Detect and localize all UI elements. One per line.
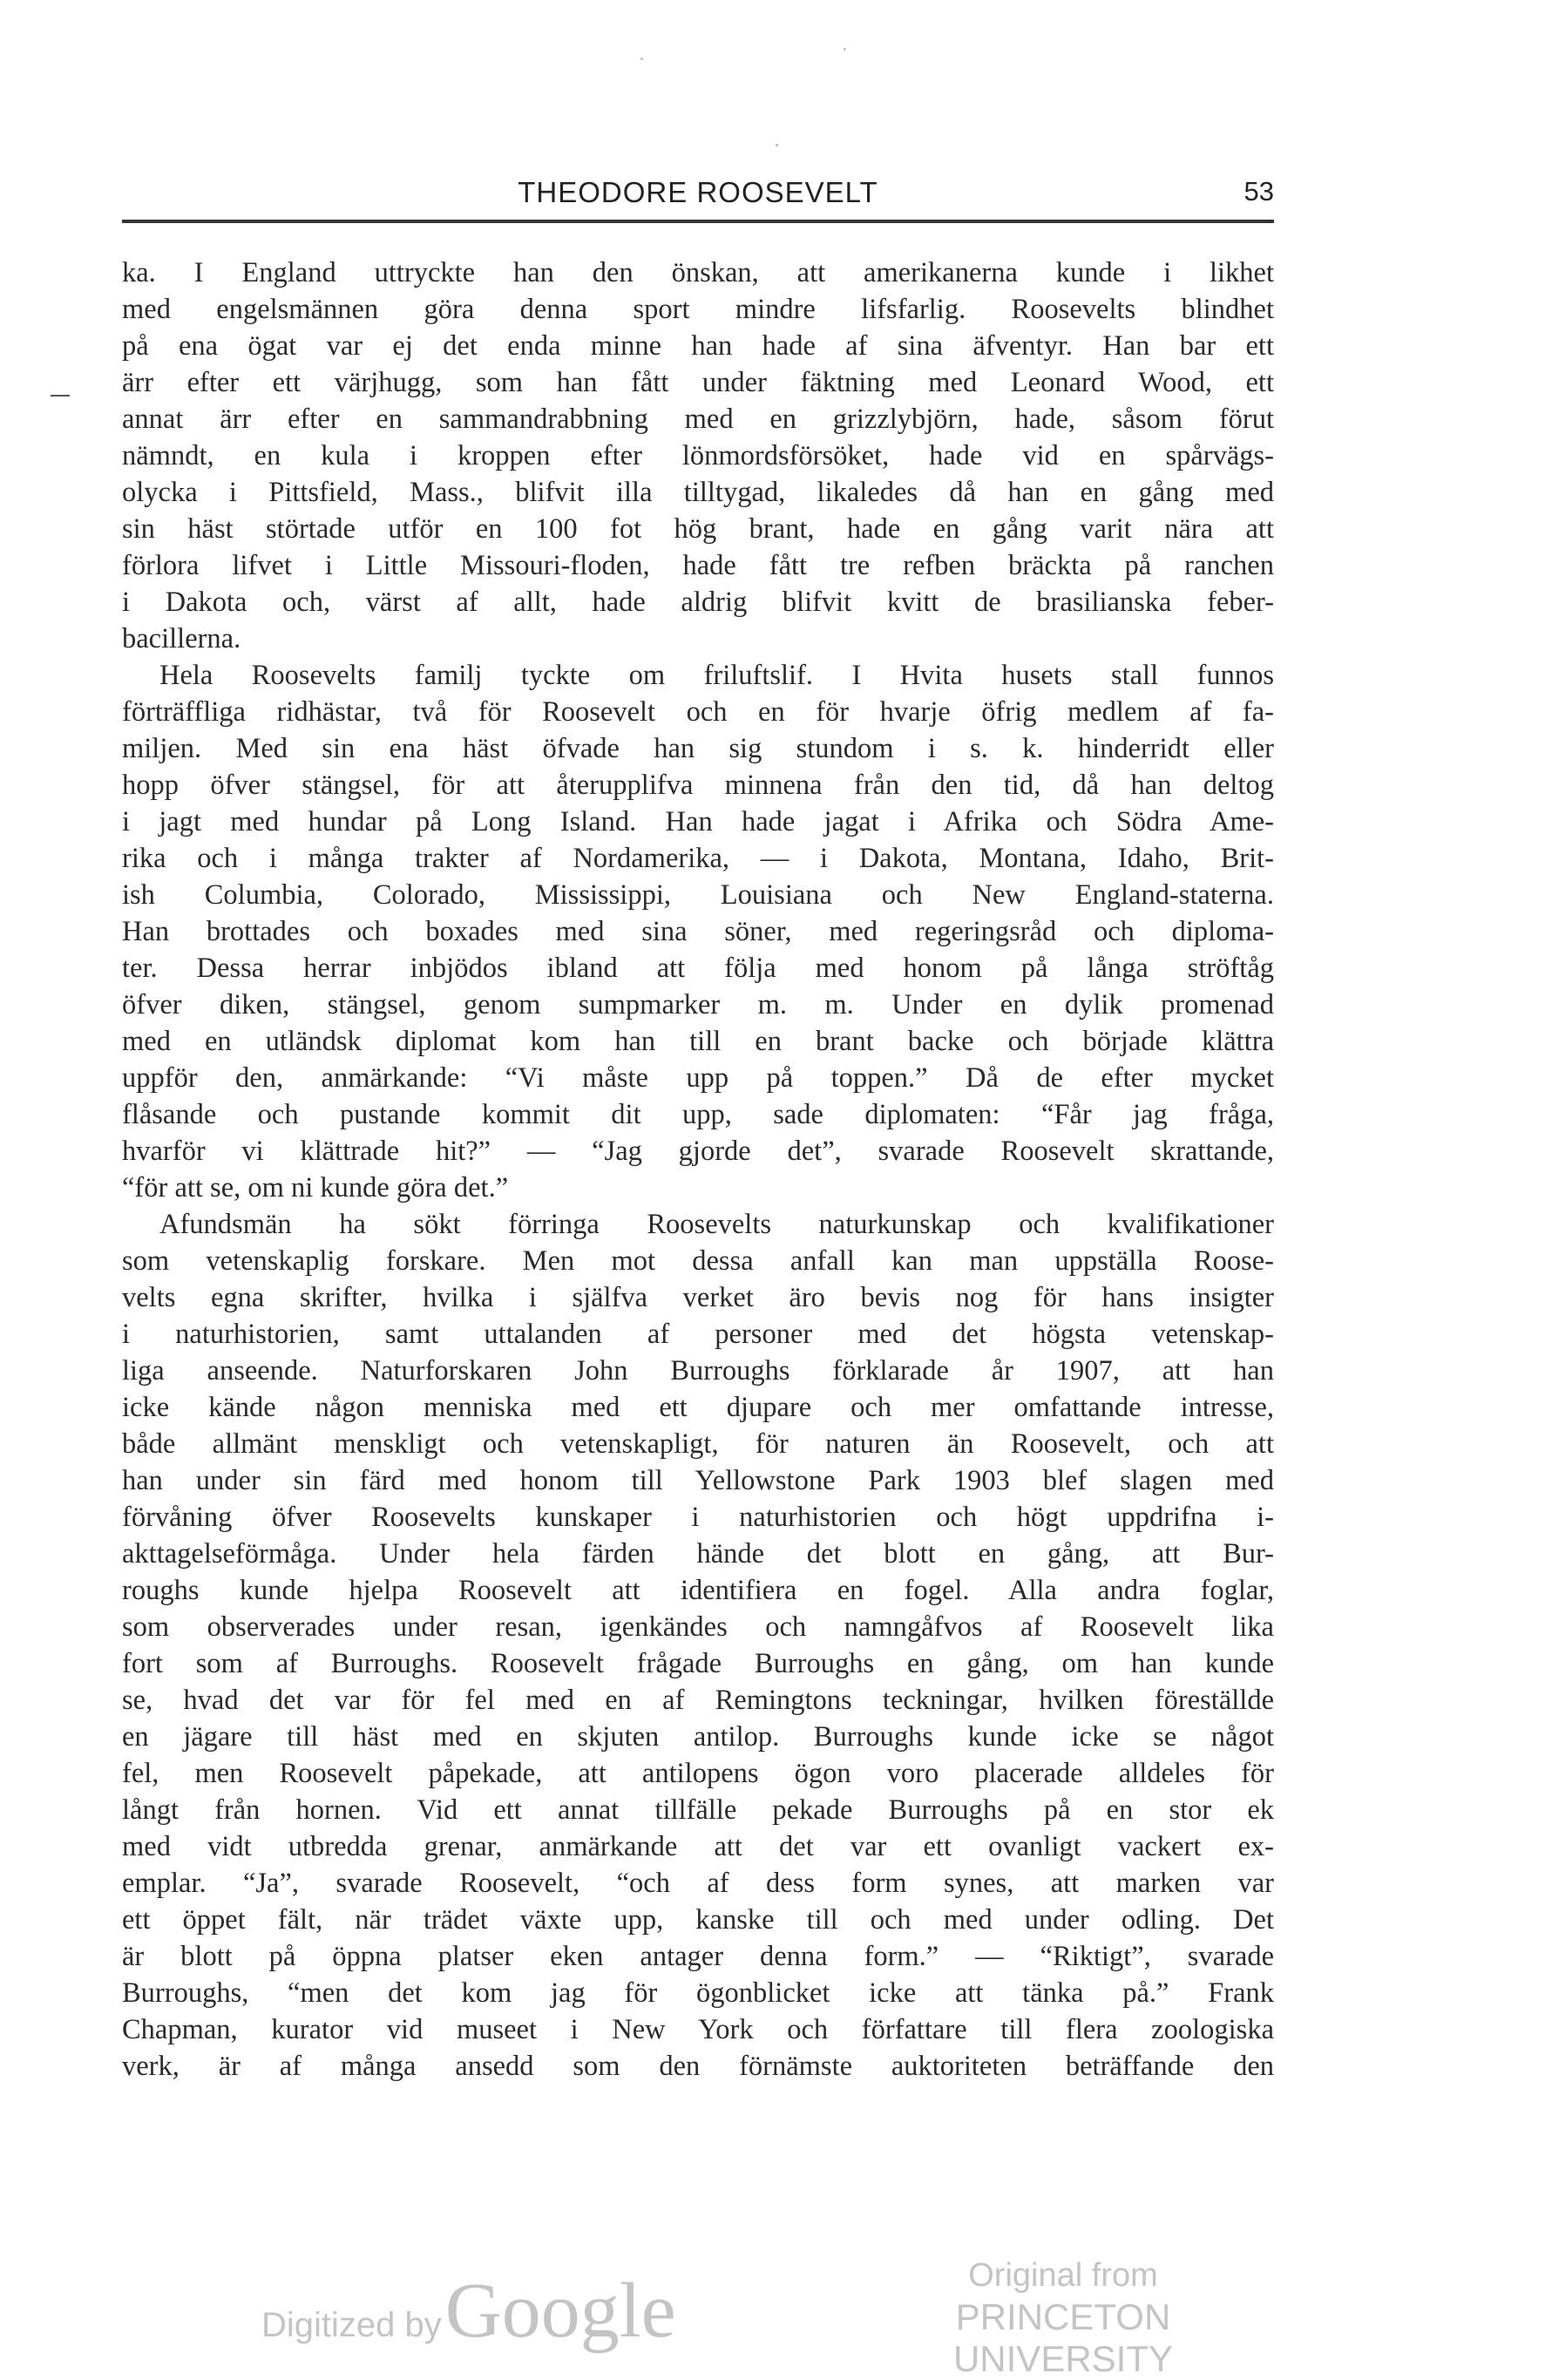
text-line: i jagt med hundar på Long Island. Han hade jagat i Afrika och Södra Ame-	[122, 806, 1274, 837]
scan-speck	[844, 48, 846, 51]
text-line: öfver diken, stängsel, genom sumpmarker m. m. Under en dylik promenad	[122, 989, 1274, 1020]
text-line: roughs kunde hjelpa Roosevelt att identifiera en fogel. Alla andra foglar,	[122, 1575, 1274, 1606]
text-line: är blott på öppna platser eken antager denna form.” — “Riktigt”, svarade	[122, 1941, 1274, 1972]
text-line: bacillerna.	[122, 623, 241, 654]
text-line: nämndt, en kula i kroppen efter lönmordsförsöket, hade vid en spårvägs-	[122, 440, 1274, 471]
running-title: THEODORE ROOSEVELT	[518, 176, 878, 208]
margin-mark	[51, 395, 70, 397]
text-line: ärr efter ett värjhugg, som han fått under fäktning med Leonard Wood, ett	[122, 367, 1274, 398]
text-line: ish Columbia, Colorado, Mississippi, Louisiana och New England-staterna.	[122, 879, 1274, 911]
text-line: han under sin färd med honom till Yellowstone Park 1903 blef slagen med	[122, 1465, 1274, 1496]
text-line: förträffliga ridhästar, två för Roosevelt och en för hvarje öfrig medlem af fa-	[122, 696, 1274, 728]
text-line: sin häst störtade utför en 100 fot hög brant, hade en gång varit nära att	[122, 513, 1274, 545]
princeton-university-text: PRINCETON UNIVERSITY	[952, 2296, 1174, 2379]
text-line: ter. Dessa herrar inbjödos ibland att följa med honom på långa ströftåg	[122, 953, 1274, 984]
text-line: fort som af Burroughs. Roosevelt frågade Burroughs en gång, om han kunde	[122, 1648, 1274, 1679]
text-line: Burroughs, “men det kom jag för ögonblicket icke att tänka på.” Frank	[122, 1977, 1274, 2009]
text-line: Han brottades och boxades med sina söner, med regeringsråd och diploma-	[122, 916, 1274, 947]
text-line: verk, är af många ansedd som den förnämste auktoriteten beträffande den	[122, 2051, 1274, 2082]
text-line: hvarför vi klättrade hit?” — “Jag gjorde det”, svarade Roosevelt skrattande,	[122, 1136, 1274, 1167]
text-line: med vidt utbredda grenar, anmärkande att det var ett ovanligt vackert ex-	[122, 1831, 1274, 1862]
text-line: icke kände någon menniska med ett djupare och mer omfattande intresse,	[122, 1392, 1274, 1423]
text-line: velts egna skrifter, hvilka i själfva verket äro bevis nog för hans insigter	[122, 1282, 1274, 1313]
page-number: 53	[1243, 176, 1274, 207]
digitized-by-google-watermark	[261, 2266, 676, 2362]
original-from-watermark	[880, 2257, 1246, 2380]
text-line: ett öppet fält, när trädet växte upp, kanske till och med under odling. Det	[122, 1904, 1274, 1936]
digitized-by-text: Digitized by	[261, 2306, 442, 2344]
text-line: som observerades under resan, igenkändes och namngåfvos af Roosevelt lika	[122, 1611, 1274, 1643]
text-line: som vetenskaplig forskare. Men mot dessa anfall kan man uppställa Roose-	[122, 1245, 1274, 1277]
text-line: både allmänt menskligt och vetenskapligt, för naturen än Roosevelt, och att	[122, 1428, 1274, 1460]
text-line: på ena ögat var ej det enda minne han hade af sina äfventyr. Han bar ett	[122, 330, 1274, 362]
text-line: i naturhistorien, samt uttalanden af personer med det högsta vetenskap-	[122, 1319, 1274, 1350]
text-line: liga anseende. Naturforskaren John Burroughs förklarade år 1907, att han	[122, 1355, 1274, 1387]
page-header	[122, 176, 1274, 223]
original-from-text: Original from	[968, 2257, 1158, 2294]
text-line: miljen. Med sin ena häst öfvade han sig stundom i s. k. hinderridt eller	[122, 733, 1274, 764]
text-line: hopp öfver stängsel, för att återupplifva minnena från den tid, då han deltog	[122, 770, 1274, 801]
text-line: akttagelseförmåga. Under hela färden hände det blott en gång, att Bur-	[122, 1538, 1274, 1570]
text-line: Afundsmän ha sökt förringa Roosevelts naturkunskap och kvalifikationer	[159, 1209, 1274, 1240]
text-line: förlora lifvet i Little Missouri-floden, hade fått tre refben bräckta på ranchen	[122, 550, 1274, 581]
text-line: ka. I England uttryckte han den önskan, att amerikanerna kunde i likhet	[122, 257, 1274, 288]
text-line: långt från hornen. Vid ett annat tillfälle pekade Burroughs på en stor ek	[122, 1794, 1274, 1826]
text-line: Chapman, kurator vid museet i New York och författare till flera zoologiska	[122, 2014, 1274, 2045]
text-line: se, hvad det var för fel med en af Remingtons teckningar, hvilken föreställde	[122, 1685, 1274, 1716]
text-line: med en utländsk diplomat kom han till en brant backe och började klättra	[122, 1026, 1274, 1057]
text-line: med engelsmännen göra denna sport mindre lifsfarlig. Roosevelts blindhet	[122, 294, 1274, 325]
text-line: i Dakota och, värst af allt, hade aldrig blifvit kvitt de brasilianska feber-	[122, 587, 1274, 618]
text-line: uppför den, anmärkande: “Vi måste upp på toppen.” Då de efter mycket	[122, 1062, 1274, 1094]
text-line: Hela Roosevelts familj tyckte om friluftslif. I Hvita husets stall funnos	[159, 660, 1274, 691]
text-line: annat ärr efter en sammandrabbning med en grizzlybjörn, hade, såsom förut	[122, 403, 1274, 435]
text-line: rika och i många trakter af Nordamerika, — i Dakota, Montana, Idaho, Brit-	[122, 843, 1274, 874]
google-logo: Google	[444, 2268, 676, 2354]
text-line: förvåning öfver Roosevelts kunskaper i naturhistorien och högt uppdrifna i-	[122, 1502, 1274, 1533]
scan-speck	[640, 58, 643, 60]
text-line: fel, men Roosevelt påpekade, att antilopens ögon voro placerade alldeles för	[122, 1758, 1274, 1789]
text-line: en jägare till häst med en skjuten antilop. Burroughs kunde icke se något	[122, 1721, 1274, 1753]
text-line: flåsande och pustande kommit dit upp, sade diplomaten: “Får jag fråga,	[122, 1099, 1274, 1130]
text-line: emplar. “Ja”, svarade Roosevelt, “och af dess form synes, att marken var	[122, 1868, 1274, 1899]
scan-speck	[776, 144, 778, 146]
text-line: olycka i Pittsfield, Mass., blifvit illa tilltygad, likaledes då han en gång med	[122, 477, 1274, 508]
text-line: “för att se, om ni kunde göra det.”	[122, 1172, 509, 1204]
